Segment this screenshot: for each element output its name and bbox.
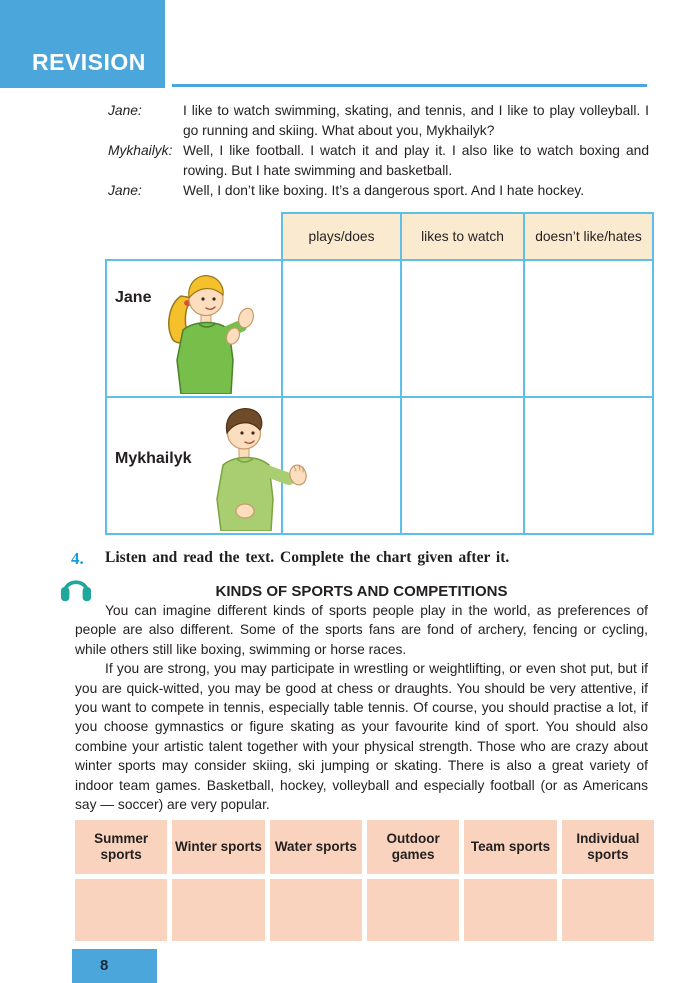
empty-answer-cell: [562, 879, 654, 941]
jane-plays-cell: [282, 260, 401, 397]
paragraph-1: You can imagine different kinds of sports people play in the world, as preferences of people are also different. Some of the sports fans are fond of archery, fencing or cycling, while others still like boxing, swimming or horse races.: [75, 603, 648, 657]
speech-text: Well, I like football. I watch it and play it. I also like to watch boxing and rowing. But I hate swimming and basketball.: [183, 143, 649, 178]
dialogue-entry: [108, 141, 649, 181]
jane-cell: [106, 260, 282, 397]
column-header-summer-sports: Summer sports: [75, 820, 167, 874]
speech-text: Well, I don’t like boxing. It’s a dangerous sport. And I hate hockey.: [183, 183, 585, 198]
table-row-mykhailyk: [106, 397, 653, 534]
speech-text: I like to watch swimming, skating, and tennis, and I like to play volleyball. I go running and skiing. What about you, Mykhailyk?: [183, 103, 649, 138]
column-header-likes: likes to watch: [401, 213, 524, 260]
column-header-winter-sports: Winter sports: [172, 820, 264, 874]
sports-categories-chart: [75, 820, 654, 941]
page-number: 8: [100, 957, 109, 974]
mykhailyk-hates-cell: [524, 397, 653, 534]
column-header-team-sports: Team sports: [464, 820, 556, 874]
table-row-jane: [106, 260, 653, 397]
column-header-plays: plays/does: [282, 213, 401, 260]
row-label: Jane: [115, 289, 152, 306]
likes-chart-table: [105, 212, 654, 535]
empty-answer-cell: [172, 879, 264, 941]
column-header-outdoor-games: Outdoor games: [367, 820, 459, 874]
jane-likes-cell: [401, 260, 524, 397]
speaker-name: Jane:: [108, 103, 142, 118]
dialogue-entry: [108, 181, 649, 201]
reading-text: [75, 601, 648, 814]
column-header-hates: doesn’t like/hates: [524, 213, 653, 260]
banner-divider: [172, 84, 647, 87]
mykhailyk-likes-cell: [401, 397, 524, 534]
speaker-name: Jane:: [108, 183, 142, 198]
mykhailyk-cell: [106, 397, 282, 534]
mykhailyk-illustration: [199, 403, 317, 531]
reading-title: KINDS OF SPORTS AND COMPETITIONS: [215, 583, 508, 600]
empty-answer-cell: [75, 879, 167, 941]
jane-hates-cell: [524, 260, 653, 397]
empty-answer-cell: [270, 879, 362, 941]
dialogue-block: [108, 101, 649, 201]
empty-answer-cell: [464, 879, 556, 941]
revision-banner: [0, 0, 165, 88]
page-number-box: [72, 949, 157, 983]
dialogue-entry: [108, 101, 649, 141]
paragraph-2: If you are strong, you may participate in wrestling or weightlifting, or even shot put, but if you are quick-witted, you may be good at chess or draughts. You should be very attentive, if you want to compete in tennis, especially table tennis. Of course, you should practise a lot, if you choose gymnastics or figure skating as your favourite kind of sport. You should also combine your artistic talent together with your physical strength. Those who are crazy about winter sports may consider skiing, ski jumping or skating. There is also a great variety of indoor team games. Basketball, hockey, volleyball and especially football (or as Americans say — soccer) are very popular.: [75, 661, 648, 813]
column-header-water-sports: Water sports: [270, 820, 362, 874]
banner-title: REVISION: [32, 49, 146, 75]
jane-illustration: [143, 266, 285, 394]
exercise-number: 4.: [71, 549, 84, 568]
empty-answer-cell: [367, 879, 459, 941]
empty-corner-cell: [106, 213, 282, 260]
exercise-instruction: Listen and read the text. Complete the chart given after it.: [105, 549, 510, 566]
row-label: Mykhailyk: [115, 450, 192, 467]
column-header-individual-sports: Individual sports: [562, 820, 654, 874]
speaker-name: Mykhailyk:: [108, 143, 173, 158]
